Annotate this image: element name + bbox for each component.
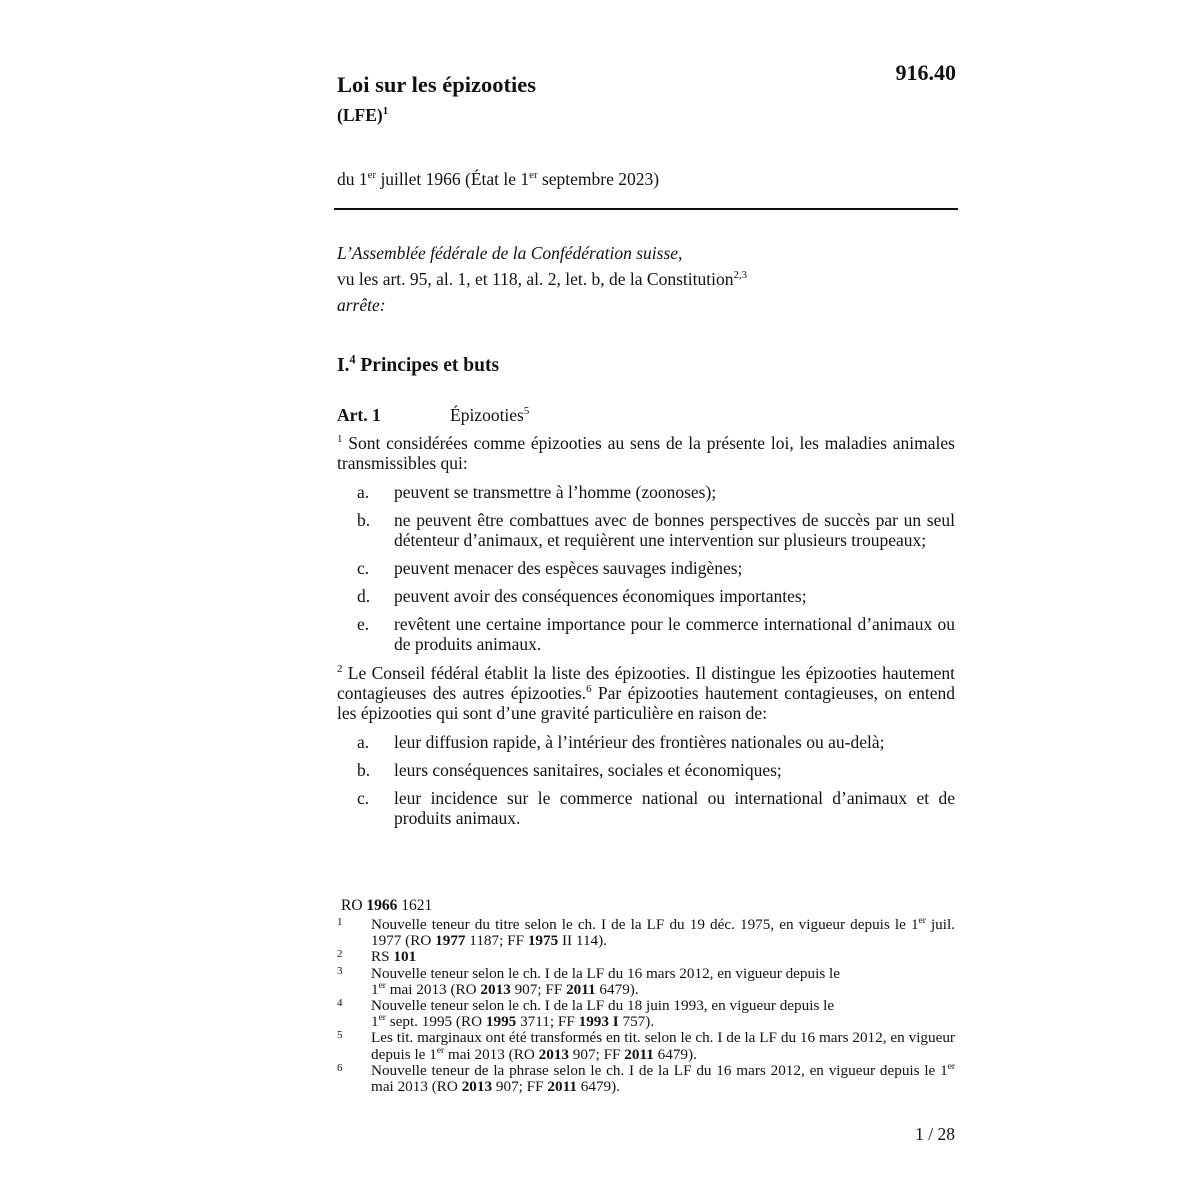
- page-title: Loi sur les épizooties: [337, 72, 536, 97]
- list-item: c. peuvent menacer des espèces sauvages indigènes;: [357, 558, 743, 578]
- footnote-ref-1[interactable]: 1: [382, 105, 389, 118]
- footnote-ref-2-3[interactable]: 2,3: [733, 269, 748, 282]
- header-divider: [334, 208, 958, 210]
- article-paragraph-2: $^2$ Le Conseil fédéral établit la liste des épizooties. Il distingue les épizooties hautement contagieuses des autres épizooties.$^6$ Par épizooties hautement contagieuses, on entend les épizooties qui sont d’une gravité particulière en raison de:: [337, 663, 955, 723]
- list-item: b. ne peuvent être combattues avec de bonnes perspectives de succès par un seul détenteur d’animaux, et requièrent une intervention sur plusieurs troupeaux;: [357, 510, 955, 550]
- list-item: d. peuvent avoir des conséquences économiques importantes;: [357, 586, 807, 606]
- footnote-5: 5 Les tit. marginaux ont été transformés en tit. selon le ch. I de la LF du 16 mars 2012, en vigueur depuis le 1er mai 2013 (RO 2013 907; FF 2011 6479).: [337, 1029, 955, 1063]
- list-item: a. leur diffusion rapide, à l’intérieur des frontières nationales ou au-delà;: [357, 732, 885, 752]
- footnote-ref-6[interactable]: 6: [586, 683, 592, 696]
- criteria-list: [337, 482, 955, 662]
- list-item: b. leurs conséquences sanitaires, sociales et économiques;: [357, 760, 782, 780]
- footnote-ref-5[interactable]: 5: [523, 405, 530, 418]
- list-item: c. leur incidence sur le commerce national ou international d’animaux et de produits animaux.: [357, 788, 955, 828]
- article-number: Art. 1: [337, 405, 381, 425]
- law-date: du 1er juillet 1966 (État le 1er septembre 2023): [337, 169, 660, 189]
- article-paragraph-1: $^1$ Sont considérées comme épizooties au sens de la présente loi, les maladies animales transmissibles qui:: [337, 433, 955, 473]
- preamble-enacts: arrête:: [337, 295, 386, 315]
- footnote-4: 4 Nouvelle teneur selon le ch. I de la LF du 18 juin 1993, en vigueur depuis le 1er sept. 1995 (RO 1995 3711; FF 1993 I 757).: [337, 997, 835, 1031]
- contagious-criteria-list: [337, 732, 955, 836]
- footnote-1: 1 Nouvelle teneur du titre selon le ch. I de la LF du 19 déc. 1975, en vigueur depuis le 1er juil. 1977 (RO 1977 1187; FF 1975 II 114).: [337, 915, 955, 950]
- section-heading: I.$^4$ Principes et buts: [337, 352, 500, 376]
- page-number: 1 / 28: [915, 1124, 955, 1144]
- preamble-authority: L’Assemblée fédérale de la Confédération suisse,: [337, 243, 683, 263]
- footnote-6: 6 Nouvelle teneur de la phrase selon le ch. I de la LF du 16 mars 2012, en vigueur depuis le 1er mai 2013 (RO 2013 907; FF 2011 6479).: [337, 1061, 955, 1096]
- list-item: e. revêtent une certaine importance pour le commerce international d’animaux ou de produits animaux.: [357, 614, 955, 654]
- footnotes: [337, 917, 955, 1095]
- list-item: a. peuvent se transmettre à l’homme (zoonoses);: [357, 482, 717, 502]
- footnote-2: 2 RS 101: [337, 948, 417, 966]
- preamble-basis: vu les art. 95, al. 1, et 118, al. 2, let. b, de la Constitution$^{2,3}$: [337, 269, 748, 289]
- law-abbreviation: (LFE)$^1$: [337, 105, 389, 125]
- footnote-ref-4[interactable]: 4: [349, 352, 356, 367]
- article-title: Épizooties$^5$: [450, 405, 530, 425]
- footnote-3: 3 Nouvelle teneur selon le ch. I de la LF du 16 mars 2012, en vigueur depuis le 1er mai 2013 (RO 2013 907; FF 2011 6479).: [337, 964, 841, 998]
- preamble: [337, 240, 957, 318]
- ro-reference: RO 1966 1621: [341, 897, 433, 914]
- sr-number: 916.40: [895, 60, 956, 85]
